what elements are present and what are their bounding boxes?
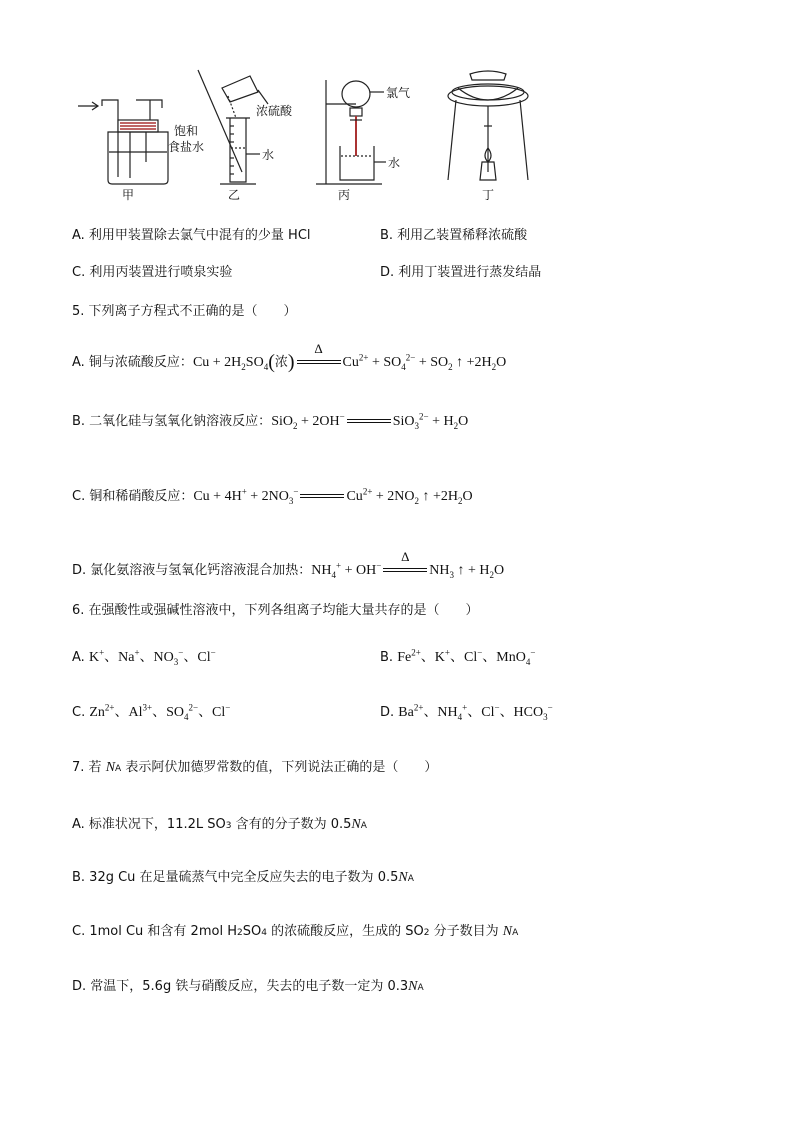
ding-evaporation — [448, 71, 528, 180]
q5-option-a — [72, 340, 507, 373]
q5-b-equation: SiO$_2$ + 2OH− $SiO_3^{2-} + H_2O$ — [271, 411, 469, 431]
q5-c-equation: $Cu + 4H^+ + 2NO_3^-$ $Cu^{2+} + 2NO_2$ ↑ $+2H_2O$ — [193, 486, 473, 506]
apparatus-figure — [70, 62, 570, 202]
q4-option-a: A. 利用甲装置除去氯气中混有的少量 HCl — [72, 228, 311, 243]
q5-d-equation: $NH_4^+ + OH^-$ Δ $NH_3$ ↑ + $H_2O$ — [311, 548, 505, 580]
q5-a-equation: $Cu + 2H_2SO_4$(浓) Δ $Cu^{2+} + SO_4^{2-} + SO_2$ ↑ $+2H_2O$ — [192, 340, 507, 373]
label-saturated-brine-2: 食盐水 — [168, 140, 205, 154]
label-water-yi: 水 — [262, 148, 275, 162]
q5-stem: 5. 下列离子方程式不正确的是（ ） — [72, 304, 297, 319]
q5-d-heat-sign: Δ — [383, 566, 427, 576]
label-conc-acid: 浓硫酸 — [256, 104, 293, 118]
q7-option-b: B. 32g Cu 在足量硫蒸气中完全反应失去的电子数为 0.5 N A — [72, 870, 414, 885]
q7-option-d: D. 常温下，5.6g 铁与硝酸反应，失去的电子数一定为 0.3 N A — [72, 979, 424, 994]
q5-d-prefix: D. 氯化氨溶液与氢氧化钙溶液混合加热： — [72, 563, 312, 578]
bing-fountain — [316, 80, 386, 184]
label-saturated-brine-1: 饱和 — [174, 124, 199, 138]
q6-option-d: D. $Ba^{2+}$、$NH_4^+$、Cl−、$HCO_3^-$ — [380, 702, 553, 722]
q5-a-prefix: A. 铜与浓硫酸反应： — [72, 355, 193, 370]
q7-option-a: A. 标准状况下，11.2L SO 3 含有的分子数为 0.5 N A — [72, 817, 367, 832]
caption-yi: 乙 — [228, 188, 241, 202]
jia-gas-washing-bottle — [78, 100, 168, 184]
q5-a-heat-sign: Δ — [297, 358, 341, 368]
q5-a-conc: 浓 — [274, 355, 288, 370]
q5-option-c — [72, 485, 473, 505]
caption-jia: 甲 — [122, 188, 135, 202]
label-chlorine: 氯气 — [386, 86, 411, 100]
q6-option-b: B. $Fe^{2+}$、K+、Cl−、MnO$_4$− — [380, 647, 536, 667]
q4-option-c: C. 利用丙装置进行喷泉实验 — [72, 265, 233, 280]
q5-b-prefix: B. 二氧化硅与氢氧化钠溶液反应： — [72, 414, 272, 429]
apparatus-drawing — [70, 62, 570, 202]
q6-option-c: C. $Zn^{2+}$、$Al^{3+}$、$SO_4^{2-}$、Cl− — [72, 702, 231, 722]
label-water-bing: 水 — [388, 156, 401, 170]
q7-stem: 7. 若 N A 表示阿伏加德罗常数的值，下列说法正确的是（ ） — [72, 760, 438, 775]
q4-option-d: D. 利用丁装置进行蒸发结晶 — [380, 265, 542, 280]
caption-ding: 丁 — [482, 188, 495, 202]
yi-cylinder — [198, 70, 268, 184]
q6-stem: 6. 在强酸性或强碱性溶液中，下列各组离子均能大量共存的是（ ） — [72, 603, 479, 618]
q6-option-a: A. K+、Na+、$NO_3^-$、Cl− — [72, 647, 216, 667]
caption-bing: 丙 — [338, 188, 351, 202]
q5-option-d — [72, 548, 505, 580]
q7-option-c: C. 1mol Cu 和含有 2mol H 2 SO 4 的浓硫酸反应，生成的 SO 2 分子数目为 N A — [72, 924, 519, 939]
q5-c-prefix: C. 铜和稀硝酸反应： — [72, 489, 194, 504]
q5-option-b — [72, 410, 468, 430]
q4-option-b: B. 利用乙装置稀释浓硫酸 — [380, 228, 528, 243]
